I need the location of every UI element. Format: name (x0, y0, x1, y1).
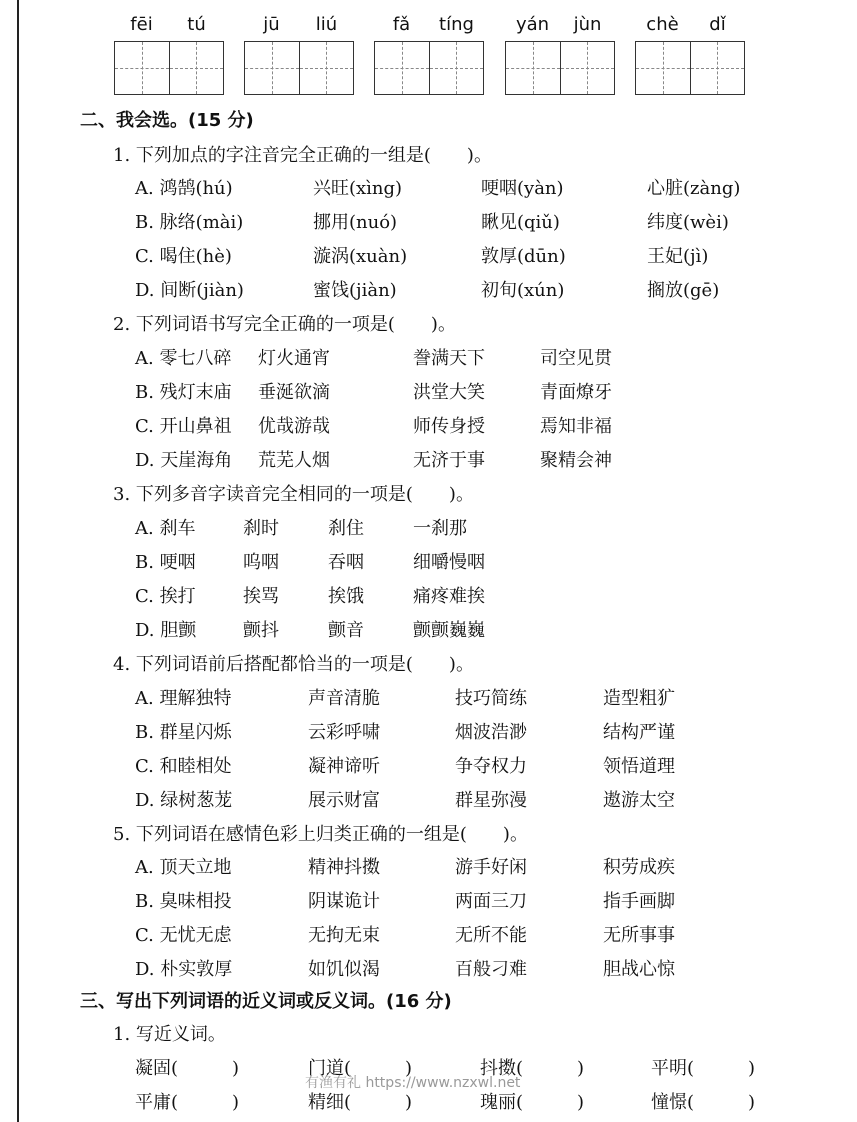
q3-item: 痛疼难挨 (413, 586, 485, 607)
pinyin-syllable: chè (646, 14, 679, 35)
q1-item: 瞅见(qiǔ) (481, 212, 560, 233)
q3-item: 呜咽 (243, 552, 279, 573)
q1-item: 搁放(gē) (647, 280, 720, 301)
q2-item: B. 残灯末庙 (135, 382, 232, 403)
pinyin-syllable: yán (515, 14, 550, 35)
q3-item: C. 挨打 (135, 586, 196, 607)
q4-item: 群星弥漫 (455, 790, 527, 811)
pinyin-syllable: jùn (573, 14, 602, 35)
section-2-title: 二、我会选。(15 分) (80, 110, 254, 131)
q5-item: 阴谋诡计 (308, 891, 380, 912)
q2-item: 优哉游哉 (258, 416, 330, 437)
q4-item: D. 绿树葱茏 (135, 790, 233, 811)
q1-item: A. 鸿鹄(hú) (135, 178, 233, 199)
q2-option-a[interactable] (135, 344, 835, 370)
synonym-blank[interactable]: 门道( ) (308, 1058, 413, 1079)
question-2-stem: 2. 下列词语书写完全正确的一项是( )。 (113, 314, 456, 335)
q2-item: 垂涎欲滴 (258, 382, 330, 403)
q2-item: 无济于事 (413, 450, 485, 471)
q5-item: 无所事事 (603, 925, 675, 946)
q3-item: 刹住 (328, 518, 364, 539)
q4-item: 声音清脆 (308, 688, 380, 709)
q1-item: D. 间断(jiàn) (135, 280, 244, 301)
q5-item: 无拘无束 (308, 925, 380, 946)
q1-item: 挪用(nuó) (313, 212, 398, 233)
q3-item: 吞咽 (328, 552, 364, 573)
pinyin-syllable: jū (263, 14, 280, 35)
q4-item: A. 理解独特 (135, 688, 232, 709)
q5-item: D. 朴实敦厚 (135, 959, 233, 980)
q4-item: 烟波浩渺 (455, 722, 527, 743)
q5-item: C. 无忧无虑 (135, 925, 232, 946)
question-4-stem: 4. 下列词语前后搭配都恰当的一项是( )。 (113, 654, 474, 675)
q4-item: 云彩呼啸 (308, 722, 380, 743)
q3-item: A. 刹车 (135, 518, 196, 539)
q5-option-d[interactable] (135, 955, 835, 981)
q4-item: 造型粗犷 (603, 688, 675, 709)
q2-item: D. 天崖海角 (135, 450, 233, 471)
q1-item: 兴旺(xìng) (313, 178, 403, 199)
synonym-blank[interactable]: 凝固( ) (135, 1058, 240, 1079)
question-5-stem: 5. 下列词语在感情色彩上归类正确的一组是( )。 (113, 824, 528, 845)
q3-item: 刹时 (243, 518, 279, 539)
q1-item: 纬度(wèi) (647, 212, 729, 233)
q5-item: 百般刁难 (455, 959, 527, 980)
pinyin-syllable: dǐ (709, 14, 726, 35)
q3-item: B. 哽咽 (135, 552, 196, 573)
q3-item: 颤音 (328, 620, 364, 641)
q3-option-b[interactable] (135, 548, 835, 574)
q2-item: 灯火通宵 (258, 348, 330, 369)
q2-item: 聚精会神 (540, 450, 612, 471)
q1-option-a[interactable] (135, 174, 835, 200)
q2-option-d[interactable] (135, 446, 835, 472)
q4-item: 展示财富 (308, 790, 380, 811)
q4-item: 结构严谨 (603, 722, 675, 743)
q3-item: 颤颤巍巍 (413, 620, 485, 641)
synonym-blank[interactable]: 抖擞( ) (480, 1058, 585, 1079)
section-3-title: 三、写出下列词语的近义词或反义词。(16 分) (80, 991, 452, 1012)
q1-option-c[interactable] (135, 242, 835, 268)
writing-boxes[interactable] (114, 41, 224, 95)
q2-item: 誊满天下 (413, 348, 485, 369)
q2-item: 司空见贯 (540, 348, 612, 369)
q4-option-d[interactable] (135, 786, 835, 812)
q1-item: 王妃(jì) (647, 246, 709, 267)
q4-item: 遨游太空 (603, 790, 675, 811)
writing-boxes[interactable] (505, 41, 615, 95)
q5-item: A. 顶天立地 (135, 857, 232, 878)
q4-item: C. 和睦相处 (135, 756, 232, 777)
page-left-rule (17, 0, 19, 1122)
q2-item: A. 零七八碎 (135, 348, 232, 369)
writing-boxes[interactable] (244, 41, 354, 95)
writing-boxes[interactable] (374, 41, 484, 95)
q3-item: 挨骂 (243, 586, 279, 607)
q1-item: 蜜饯(jiàn) (313, 280, 397, 301)
q2-item: 青面燎牙 (540, 382, 612, 403)
q5-item: 如饥似渴 (308, 959, 380, 980)
q5-option-a[interactable] (135, 853, 835, 879)
pinyin-writing-row (0, 14, 857, 104)
q4-option-c[interactable] (135, 752, 835, 778)
q5-item: 胆战心惊 (603, 959, 675, 980)
pinyin-syllable: fǎ (392, 14, 411, 35)
q2-option-c[interactable] (135, 412, 835, 438)
q1-item: 哽咽(yàn) (481, 178, 564, 199)
q1-item: 漩涡(xuàn) (313, 246, 408, 267)
synonym-blank[interactable]: 精细( ) (308, 1092, 413, 1113)
q5-item: 积劳成疾 (603, 857, 675, 878)
q1-item: 敦厚(dūn) (481, 246, 566, 267)
q3-item: 挨饿 (328, 586, 364, 607)
q4-item: 凝神谛听 (308, 756, 380, 777)
pinyin-syllable: liú (315, 14, 338, 35)
q4-item: 争夺权力 (455, 756, 527, 777)
q4-item: B. 群星闪烁 (135, 722, 232, 743)
q5-item: 游手好闲 (455, 857, 527, 878)
q4-option-b[interactable] (135, 718, 835, 744)
q1-item: 初旬(xún) (481, 280, 565, 301)
q4-option-a[interactable] (135, 684, 835, 710)
q5-item: 无所不能 (455, 925, 527, 946)
synonym-blank[interactable]: 瑰丽( ) (480, 1092, 585, 1113)
writing-boxes[interactable] (635, 41, 745, 95)
q3-item: 一刹那 (413, 518, 467, 539)
synonym-blank[interactable]: 平庸( ) (135, 1092, 240, 1113)
q2-item: 洪堂大笑 (413, 382, 485, 403)
q5-option-c[interactable] (135, 921, 835, 947)
q3-item: D. 胆颤 (135, 620, 197, 641)
q4-item: 技巧简练 (455, 688, 527, 709)
q3-option-a[interactable] (135, 514, 835, 540)
q2-item: 师传身授 (413, 416, 485, 437)
q2-option-b[interactable] (135, 378, 835, 404)
pinyin-syllable: fēi (130, 14, 153, 35)
q2-item: 焉知非福 (540, 416, 612, 437)
synonym-blank[interactable]: 憧憬( ) (651, 1092, 756, 1113)
watermark-text: 有渔有礼 https://www.nzxwl.net (305, 1075, 521, 1091)
pinyin-syllable: tú (187, 14, 206, 35)
q1-option-d[interactable] (135, 276, 835, 302)
q1-item: C. 喝住(hè) (135, 246, 232, 267)
q1-option-b[interactable] (135, 208, 835, 234)
q2-item: 荒芜人烟 (258, 450, 330, 471)
synonym-blank[interactable]: 平明( ) (651, 1058, 756, 1079)
q2-item: C. 开山鼻祖 (135, 416, 232, 437)
q1-item: B. 脉络(mài) (135, 212, 244, 233)
q5-item: 精神抖擞 (308, 857, 380, 878)
q5-option-b[interactable] (135, 887, 835, 913)
q4-item: 领悟道理 (603, 756, 675, 777)
question-3-stem: 3. 下列多音字读音完全相同的一项是( )。 (113, 484, 474, 505)
pinyin-syllable: tíng (439, 14, 474, 35)
q3-option-c[interactable] (135, 582, 835, 608)
q3-option-d[interactable] (135, 616, 835, 642)
q5-item: B. 臭味相投 (135, 891, 232, 912)
q3-item: 颤抖 (243, 620, 279, 641)
q3-item: 细嚼慢咽 (413, 552, 485, 573)
q1-item: 心脏(zàng) (647, 178, 741, 199)
q5-item: 指手画脚 (603, 891, 675, 912)
question-1-stem: 1. 下列加点的字注音完全正确的一组是( )。 (113, 145, 492, 166)
question-synonyms-stem: 1. 写近义词。 (113, 1024, 226, 1045)
q5-item: 两面三刀 (455, 891, 527, 912)
